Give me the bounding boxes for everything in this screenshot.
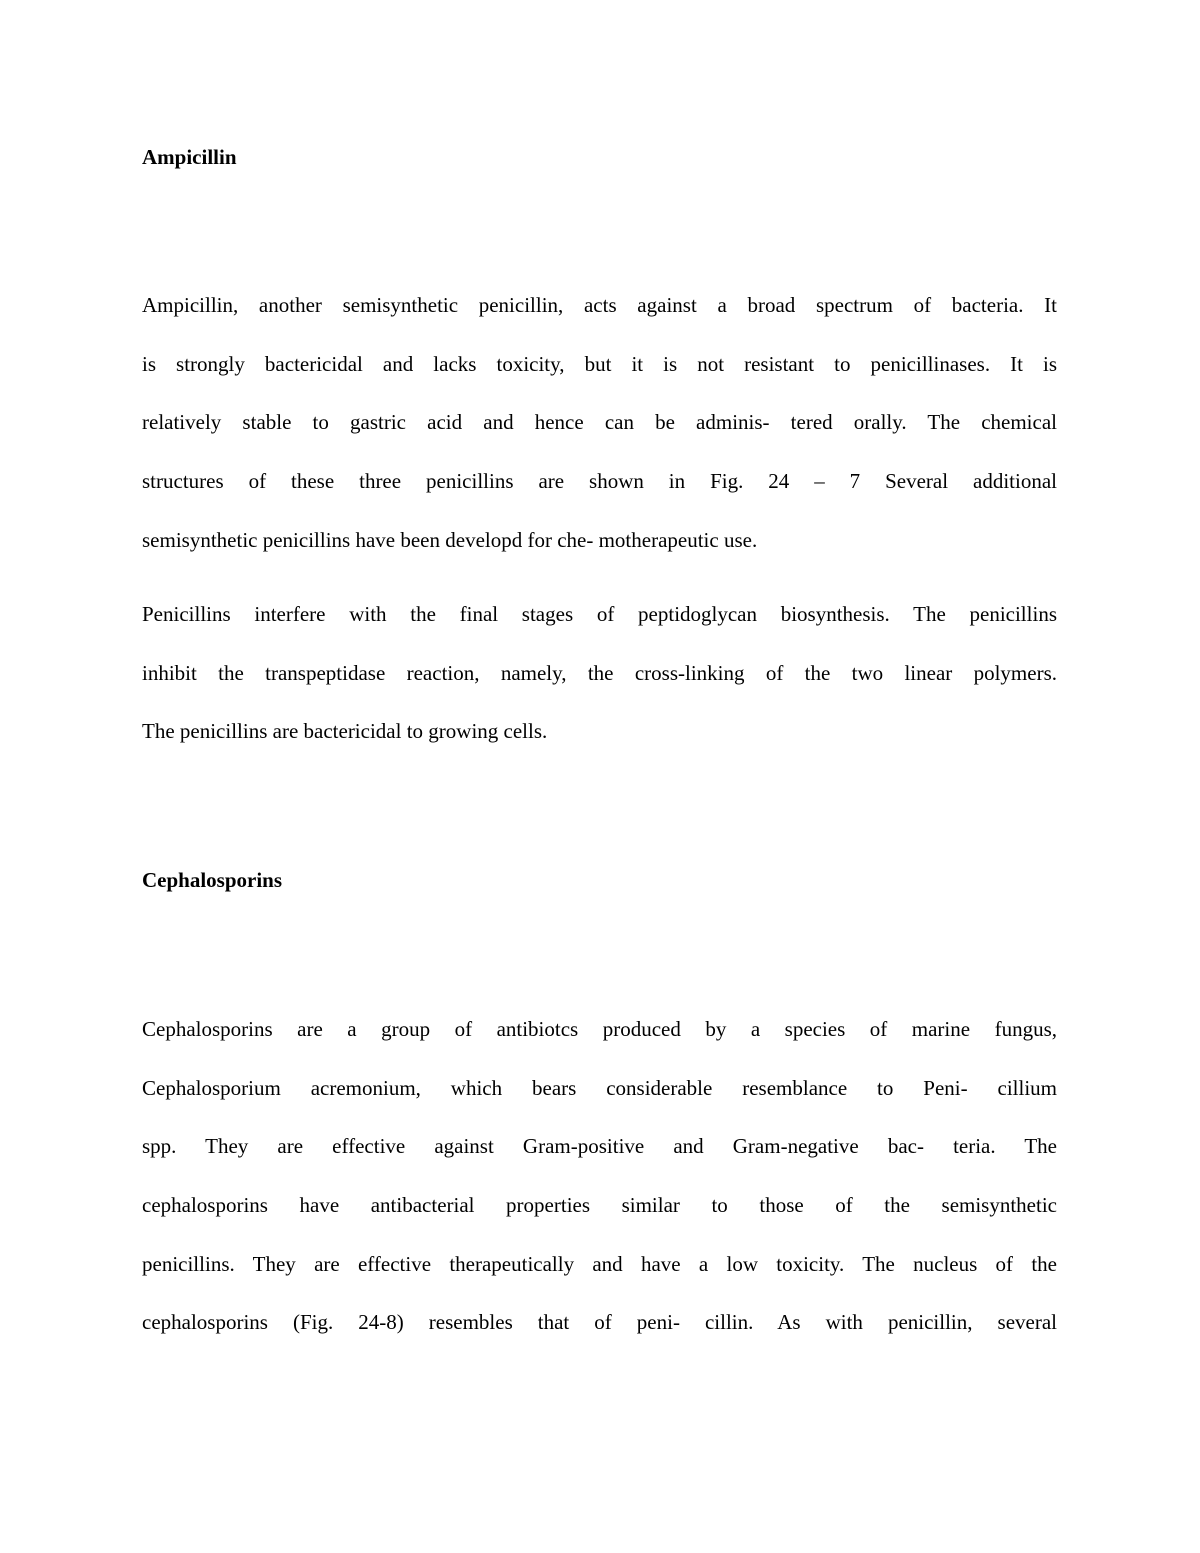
paragraph-penicillin-mechanism [142,585,1057,761]
paragraph-ampicillin-intro [142,276,1057,569]
text-line: structures of these three penicillins are shown in Fig. 24 – 7 Several additional [142,469,1057,494]
text-line: Cephalosporium acremonium, which bears considerable resemblance to Peni- cillium [142,1075,1057,1100]
text-line: cephalosporins have antibacterial properties similar to those of the semisynthetic [142,1193,1057,1218]
text-line: Cephalosporins are a group of antibiotcs produced by a species of marine fungus, [142,1017,1057,1041]
heading-cephalosporins: Cephalosporins [142,868,283,892]
text-line: spp. They are effective against Gram-positive and Gram-negative bac- teria. The [142,1134,1057,1159]
text-line: The penicillins are bactericidal to growing cells. [142,719,548,744]
text-line: is strongly bactericidal and lacks toxicity, but it is not resistant to penicillinases. It is [142,351,1057,376]
text-line: cephalosporins (Fig. 24-8) resembles that of peni- cillin. As with penicillin, several [142,1310,1057,1335]
text-line: inhibit the transpeptidase reaction, namely, the cross-linking of the two linear polymers. [142,660,1057,685]
paragraph-cephalosporins-intro [142,1000,1057,1352]
text-line: Penicillins interfere with the final stages of peptidoglycan biosynthesis. The penicillins [142,602,1057,626]
heading-ampicillin: Ampicillin [142,145,237,169]
text-line: relatively stable to gastric acid and hence can be adminis- tered orally. The chemical [142,410,1057,435]
text-line: Ampicillin, another semisynthetic penicillin, acts against a broad spectrum of bacteria. It [142,293,1057,317]
text-line: penicillins. They are effective therapeutically and have a low toxicity. The nucleus of the [142,1251,1057,1276]
text-line: semisynthetic penicillins have been developd for che- motherapeutic use. [142,527,758,552]
